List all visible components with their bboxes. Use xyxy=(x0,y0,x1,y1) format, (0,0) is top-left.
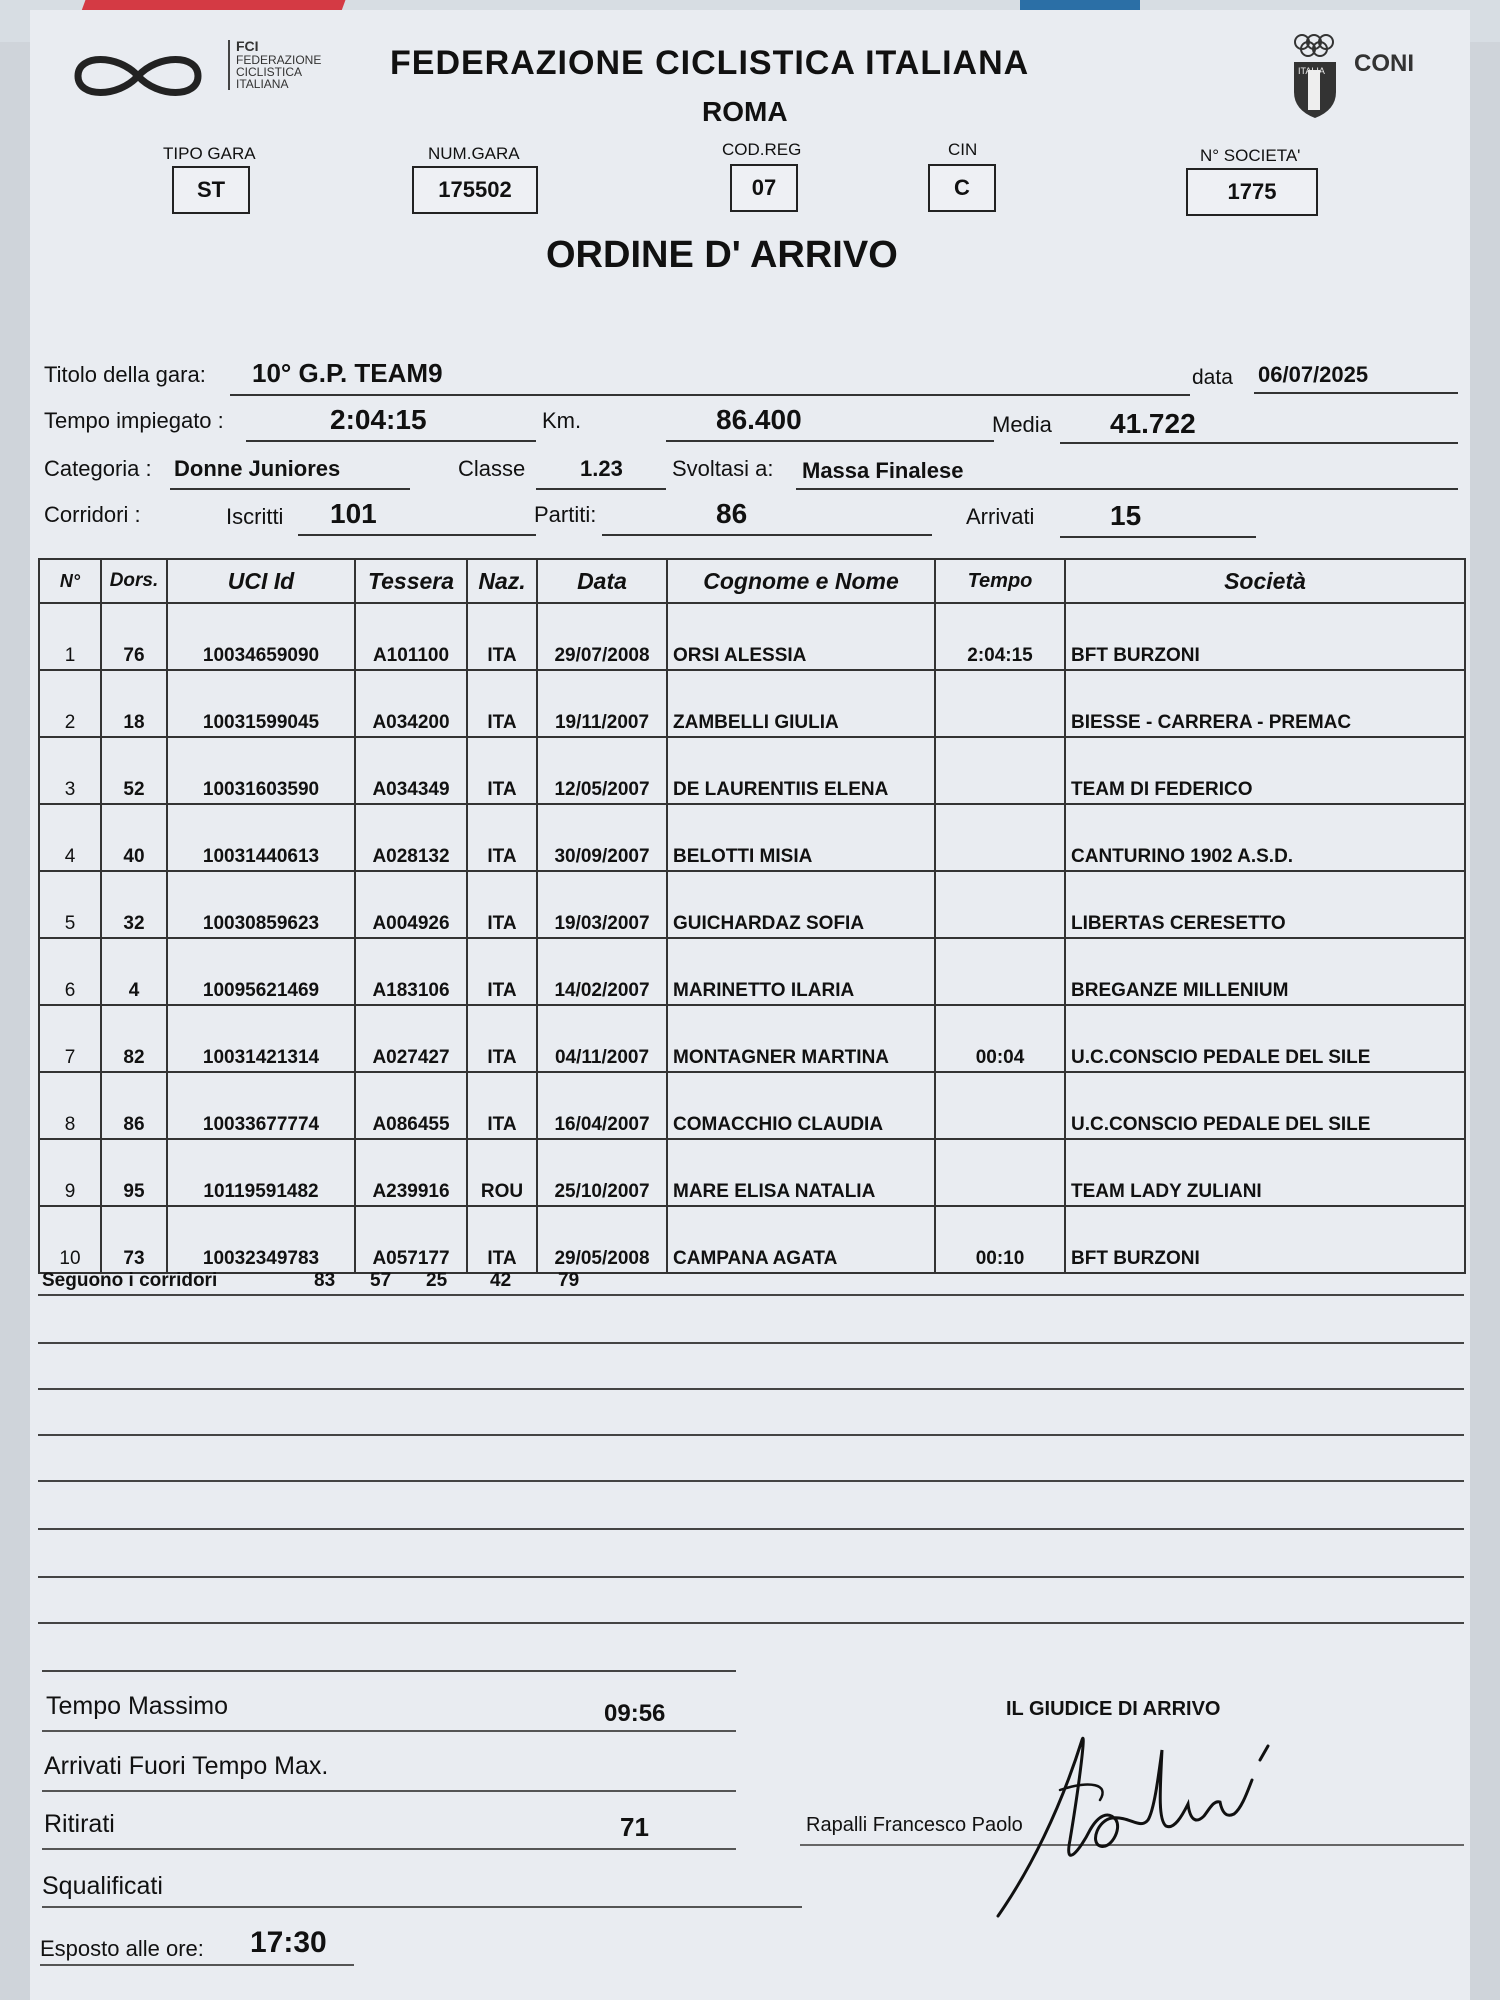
ritirati-label: Ritirati xyxy=(44,1810,115,1838)
svolti-value: Massa Finalese xyxy=(802,458,964,483)
federation-title: FEDERAZIONE CICLISTICA ITALIANA xyxy=(390,44,1030,82)
cell-societa: U.C.CONSCIO PEDALE DEL SILE xyxy=(1065,1072,1465,1139)
cell-dors: 32 xyxy=(101,871,167,938)
titolo-label: Titolo della gara: xyxy=(44,362,206,387)
esposto-value: 17:30 xyxy=(250,1926,327,1959)
cell-societa: BFT BURZONI xyxy=(1065,1206,1465,1273)
cell-data: 04/11/2007 xyxy=(537,1005,667,1072)
cod-reg-label: COD.REG xyxy=(722,140,802,159)
km-value: 86.400 xyxy=(716,404,802,435)
societa-box: 1775 xyxy=(1186,168,1318,216)
cell-societa: LIBERTAS CERESETTO xyxy=(1065,871,1465,938)
city-name: ROMA xyxy=(702,96,788,127)
cell-tessera: A004926 xyxy=(355,871,467,938)
cell-data: 19/03/2007 xyxy=(537,871,667,938)
giudice-name: Rapalli Francesco Paolo xyxy=(806,1814,1023,1836)
cell-tempo xyxy=(935,1072,1065,1139)
table-row xyxy=(39,737,1465,804)
ritirati-value: 71 xyxy=(620,1812,649,1842)
cell-nome: MARINETTO ILARIA xyxy=(667,938,935,1005)
cell-naz: ITA xyxy=(467,1005,537,1072)
cell-tessera: A034200 xyxy=(355,670,467,737)
cell-nome: ZAMBELLI GIULIA xyxy=(667,670,935,737)
tipo-gara-box: ST xyxy=(172,166,250,214)
cell-dors: 86 xyxy=(101,1072,167,1139)
cell-tessera: A034349 xyxy=(355,737,467,804)
header-societa: Società xyxy=(1065,559,1465,603)
cell-pos: 1 xyxy=(39,603,101,670)
cell-data: 29/05/2008 xyxy=(537,1206,667,1273)
classe-value: 1.23 xyxy=(580,456,623,481)
table-row xyxy=(39,1072,1465,1139)
partiti-label: Partiti: xyxy=(534,502,597,527)
fci-logo-icon xyxy=(68,42,208,110)
fci-name-line-3: ITALIANA xyxy=(236,77,289,91)
cell-uci: 10033677774 xyxy=(167,1072,355,1139)
media-value: 41.722 xyxy=(1110,408,1196,439)
titolo-value: 10° G.P. TEAM9 xyxy=(252,358,443,388)
cell-dors: 52 xyxy=(101,737,167,804)
cell-dors: 40 xyxy=(101,804,167,871)
iscritti-value: 101 xyxy=(330,498,377,529)
cell-uci: 10031603590 xyxy=(167,737,355,804)
seguono-number: 25 xyxy=(426,1270,448,1291)
cell-dors: 4 xyxy=(101,938,167,1005)
table-row xyxy=(39,603,1465,670)
cell-tessera: A057177 xyxy=(355,1206,467,1273)
categoria-label: Categoria : xyxy=(44,456,152,481)
tempo-value: 2:04:15 xyxy=(330,404,427,435)
blank-line xyxy=(38,1342,1464,1344)
cell-data: 14/02/2007 xyxy=(537,938,667,1005)
fuori-tempo-label: Arrivati Fuori Tempo Max. xyxy=(44,1752,329,1780)
data-value: 06/07/2025 xyxy=(1258,362,1369,387)
tempo-max-label: Tempo Massimo xyxy=(46,1692,228,1720)
cell-dors: 76 xyxy=(101,603,167,670)
cell-tessera: A086455 xyxy=(355,1072,467,1139)
cell-nome: CAMPANA AGATA xyxy=(667,1206,935,1273)
cell-nome: BELOTTI MISIA xyxy=(667,804,935,871)
esposto-label: Esposto alle ore: xyxy=(40,1936,204,1961)
judge-signature-icon xyxy=(990,1720,1290,1920)
tempo-max-value: 09:56 xyxy=(604,1700,666,1727)
cell-societa: CANTURINO 1902 A.S.D. xyxy=(1065,804,1465,871)
cell-pos: 2 xyxy=(39,670,101,737)
classe-label: Classe xyxy=(458,456,526,481)
cell-tessera: A027427 xyxy=(355,1005,467,1072)
categoria-value: Donne Juniores xyxy=(174,456,341,481)
cell-pos: 4 xyxy=(39,804,101,871)
fci-name-line-2: CICLISTICA xyxy=(236,65,303,79)
cell-data: 16/04/2007 xyxy=(537,1072,667,1139)
cell-pos: 9 xyxy=(39,1139,101,1206)
cell-uci: 10031440613 xyxy=(167,804,355,871)
coni-label: CONI xyxy=(1354,50,1414,77)
num-gara-box: 175502 xyxy=(412,166,538,214)
cell-uci: 10095621469 xyxy=(167,938,355,1005)
cell-tempo xyxy=(935,871,1065,938)
cell-tessera: A101100 xyxy=(355,603,467,670)
iscritti-label: Iscritti xyxy=(226,504,284,529)
cell-pos: 7 xyxy=(39,1005,101,1072)
societa-label: N° SOCIETA' xyxy=(1200,146,1301,165)
blank-line xyxy=(38,1528,1464,1530)
cell-uci: 10034659090 xyxy=(167,603,355,670)
cell-naz: ITA xyxy=(467,737,537,804)
cell-tessera: A028132 xyxy=(355,804,467,871)
cell-data: 29/07/2008 xyxy=(537,603,667,670)
num-gara-label: NUM.GARA xyxy=(428,144,520,163)
table-row xyxy=(39,1139,1465,1206)
cell-data: 30/09/2007 xyxy=(537,804,667,871)
header-naz: Naz. xyxy=(467,559,537,603)
seguono-number: 79 xyxy=(558,1270,580,1291)
table-header-row xyxy=(39,559,1465,603)
giudice-label: IL GIUDICE DI ARRIVO xyxy=(1006,1698,1221,1720)
cell-naz: ITA xyxy=(467,670,537,737)
cell-uci: 10119591482 xyxy=(167,1139,355,1206)
squalificati-label: Squalificati xyxy=(42,1872,163,1900)
header-tempo: Tempo xyxy=(935,559,1065,603)
table-row xyxy=(39,1005,1465,1072)
cell-nome: MARE ELISA NATALIA xyxy=(667,1139,935,1206)
tipo-gara-label: TIPO GARA xyxy=(163,144,256,163)
header-num: N° xyxy=(39,559,101,603)
partiti-value: 86 xyxy=(716,498,748,529)
cell-nome: ORSI ALESSIA xyxy=(667,603,935,670)
cell-dors: 95 xyxy=(101,1139,167,1206)
blank-line xyxy=(38,1434,1464,1436)
cell-tempo: 2:04:15 xyxy=(935,603,1065,670)
header-dors: Dors. xyxy=(101,559,167,603)
seguono-label: Seguono i corridori xyxy=(42,1270,218,1291)
cell-naz: ITA xyxy=(467,1072,537,1139)
cell-nome: MONTAGNER MARTINA xyxy=(667,1005,935,1072)
document-title: ORDINE D' ARRIVO xyxy=(546,234,898,276)
table-row xyxy=(39,1206,1465,1273)
cell-uci: 10032349783 xyxy=(167,1206,355,1273)
cell-dors: 82 xyxy=(101,1005,167,1072)
cell-societa: BREGANZE MILLENIUM xyxy=(1065,938,1465,1005)
cell-naz: ROU xyxy=(467,1139,537,1206)
cell-dors: 73 xyxy=(101,1206,167,1273)
cell-uci: 10030859623 xyxy=(167,871,355,938)
cell-tessera: A239916 xyxy=(355,1139,467,1206)
cell-tempo xyxy=(935,1139,1065,1206)
cell-societa: BIESSE - CARRERA - PREMAC xyxy=(1065,670,1465,737)
cell-naz: ITA xyxy=(467,871,537,938)
cell-pos: 3 xyxy=(39,737,101,804)
cell-nome: DE LAURENTIIS ELENA xyxy=(667,737,935,804)
cell-data: 25/10/2007 xyxy=(537,1139,667,1206)
cell-pos: 6 xyxy=(39,938,101,1005)
cell-tempo xyxy=(935,804,1065,871)
cell-naz: ITA xyxy=(467,804,537,871)
blank-line xyxy=(38,1576,1464,1578)
corridori-label: Corridori : xyxy=(44,502,141,527)
header-tessera: Tessera xyxy=(355,559,467,603)
cod-reg-box: 07 xyxy=(730,164,798,212)
header-data: Data xyxy=(537,559,667,603)
svolti-label: Svoltasi a: xyxy=(672,456,774,481)
blank-line xyxy=(38,1388,1464,1390)
cell-tempo: 00:10 xyxy=(935,1206,1065,1273)
seguono-number: 42 xyxy=(490,1270,512,1291)
table-row xyxy=(39,871,1465,938)
cell-societa: TEAM LADY ZULIANI xyxy=(1065,1139,1465,1206)
blank-line xyxy=(38,1622,1464,1624)
cin-label: CIN xyxy=(948,140,978,159)
table-row xyxy=(39,804,1465,871)
cin-box: C xyxy=(928,164,996,212)
header-uci-id: UCI Id xyxy=(167,559,355,603)
cell-naz: ITA xyxy=(467,938,537,1005)
cell-tempo: 00:04 xyxy=(935,1005,1065,1072)
fci-text-block xyxy=(228,40,321,90)
seguono-number: 83 xyxy=(314,1270,336,1291)
cell-naz: ITA xyxy=(467,1206,537,1273)
header-nome: Cognome e Nome xyxy=(667,559,935,603)
data-label: data xyxy=(1192,366,1233,389)
fci-abbr: FCI xyxy=(236,38,259,54)
table-row xyxy=(39,670,1465,737)
arrivati-label: Arrivati xyxy=(966,504,1035,529)
cell-uci: 10031421314 xyxy=(167,1005,355,1072)
cell-data: 12/05/2007 xyxy=(537,737,667,804)
cell-tempo xyxy=(935,938,1065,1005)
cell-naz: ITA xyxy=(467,603,537,670)
cell-dors: 18 xyxy=(101,670,167,737)
cell-nome: COMACCHIO CLAUDIA xyxy=(667,1072,935,1139)
cell-uci: 10031599045 xyxy=(167,670,355,737)
cell-nome: GUICHARDAZ SOFIA xyxy=(667,871,935,938)
cell-tessera: A183106 xyxy=(355,938,467,1005)
cell-tempo xyxy=(935,670,1065,737)
cell-societa: TEAM DI FEDERICO xyxy=(1065,737,1465,804)
km-label: Km. xyxy=(542,408,582,433)
cell-pos: 10 xyxy=(39,1206,101,1273)
table-row xyxy=(39,938,1465,1005)
coni-shield-text: ITALIA xyxy=(1298,66,1325,76)
arrivati-value: 15 xyxy=(1110,500,1142,531)
cell-data: 19/11/2007 xyxy=(537,670,667,737)
results-table xyxy=(38,558,1466,1274)
blank-line xyxy=(38,1294,1464,1296)
cell-tempo xyxy=(935,737,1065,804)
cell-pos: 8 xyxy=(39,1072,101,1139)
cell-societa: U.C.CONSCIO PEDALE DEL SILE xyxy=(1065,1005,1465,1072)
blank-line xyxy=(38,1480,1464,1482)
cell-pos: 5 xyxy=(39,871,101,938)
media-label: Media xyxy=(992,412,1052,437)
fci-name-line-1: FEDERAZIONE xyxy=(236,53,322,67)
tempo-label: Tempo impiegato : xyxy=(44,408,224,433)
seguono-number: 57 xyxy=(370,1270,392,1291)
cell-societa: BFT BURZONI xyxy=(1065,603,1465,670)
